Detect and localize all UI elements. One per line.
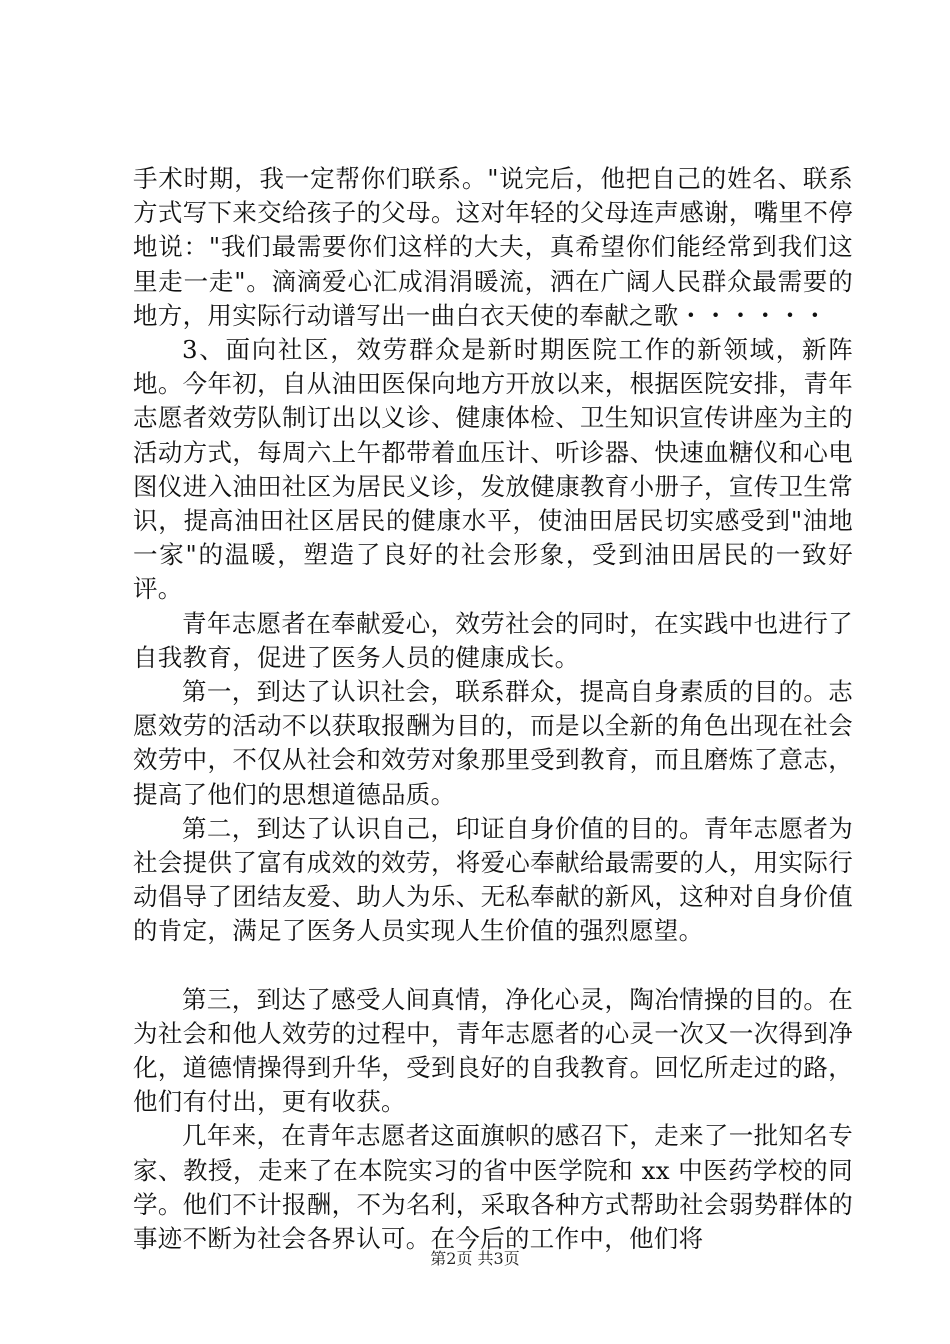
page-number-footer: 第2页 共3页 <box>430 1249 520 1268</box>
paragraph-self-education: 青年志愿者在奉献爱心，效劳社会的同时，在实践中也进行了自我教育，促进了医务人员的健康成长。 <box>133 608 853 672</box>
paragraph-third: 第三，到达了感受人间真情，净化心灵，陶冶情操的目的。在为社会和他人效劳的过程中，青年志愿者的心灵一次又一次得到净化，道德情操得到升华，受到良好的自我教育。回忆所走过的路，他们有付出，更有收获。 <box>133 984 853 1117</box>
paragraph-continuation: 手术时期，我一定帮你们联系。"说完后，他把自己的姓名、联系方式写下来交给孩子的父母。这对年轻的父母连声感谢，嘴里不停地说："我们最需要你们这样的大夫，真希望你们能经常到我们这里走一走"。滴滴爱心汇成涓涓暖流，洒在广阔人民群众最需要的地方，用实际行动谱写出一曲白衣天使的奉献之歌・・・・・・ <box>133 164 853 330</box>
paragraph-years: 几年来，在青年志愿者这面旗帜的感召下，走来了一批知名专家、教授，走来了在本院实习的省中医学院和 xx 中医药学校的同学。他们不计报酬，不为名利，采取各种方式帮助社会弱势群体的事迹不断为社会各界认可。在今后的工作中，他们将 <box>133 1121 853 1254</box>
paragraph-second: 第二，到达了认识自己，印证自身价值的目的。青年志愿者为社会提供了富有成效的效劳，将爱心奉献给最需要的人，用实际行动倡导了团结友爱、助人为乐、无私奉献的新风，这种对自身价值的肯定，满足了医务人员实现人生价值的强烈愿望。 <box>133 813 853 946</box>
document-body <box>133 162 853 1256</box>
paragraph-community-service: 3、面向社区，效劳群众是新时期医院工作的新领域，新阵地。今年初，自从油田医保向地方开放以来，根据医院安排，青年志愿者效劳队制订出以义诊、健康体检、卫生知识宣传讲座为主的活动方式，每周六上午都带着血压计、听诊器、快速血糖仪和心电图仪进入油田社区为居民义诊，发放健康教育小册子，宣传卫生常识，提高油田社区居民的健康水平，使油田居民切实感受到"油地一家"的温暖，塑造了良好的社会形象，受到油田居民的一致好评。 <box>133 335 853 604</box>
paragraph-first: 第一，到达了认识社会，联系群众，提高自身素质的目的。志愿效劳的活动不以获取报酬为目的，而是以全新的角色出现在社会效劳中，不仅从社会和效劳对象那里受到教育，而且磨炼了意志，提高了他们的思想道德品质。 <box>133 677 853 809</box>
